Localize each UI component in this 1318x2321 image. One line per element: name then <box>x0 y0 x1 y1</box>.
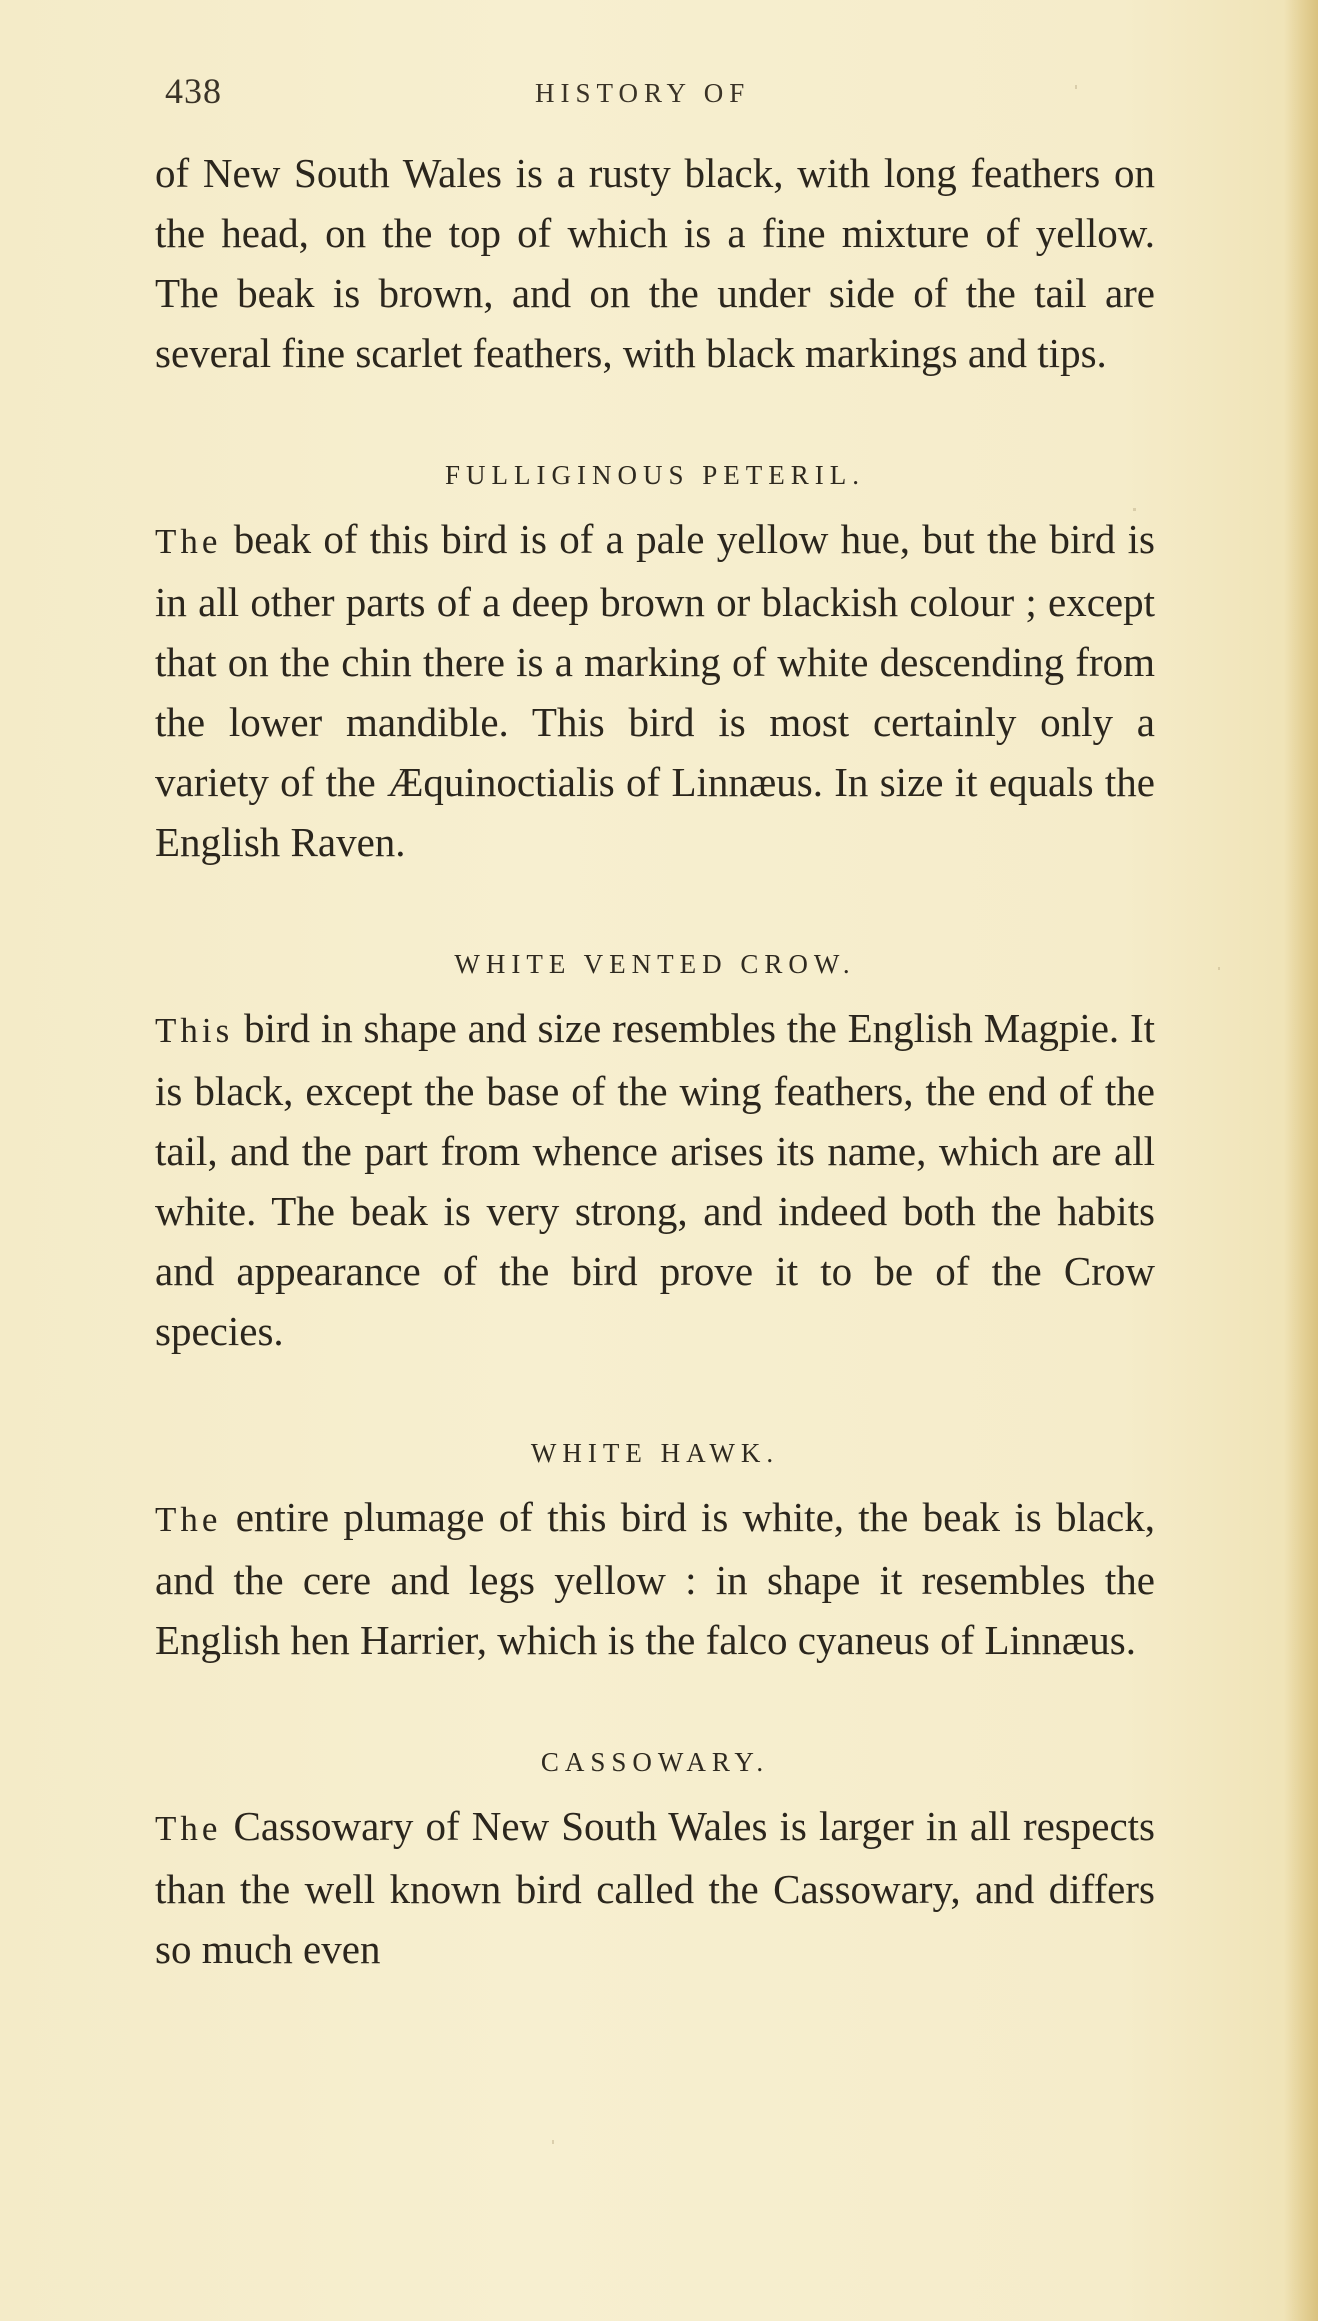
running-head: HISTORY OF <box>535 78 751 108</box>
section-fulliginous-peteril <box>155 455 1155 872</box>
paper-speck <box>552 2140 554 2144</box>
section-heading: FULLIGINOUS PETERIL. <box>445 460 865 490</box>
section-paragraph <box>155 1487 1155 1670</box>
page-header <box>155 70 1155 120</box>
page-body <box>155 143 1155 2051</box>
paragraph-text: bird in shape and size resembles the English Magpie. It is black, except the base of the wing feathers, the end of the tail, and the part from whence arises its name, which are all white. The beak is very strong, and indeed both the habits and appearance of the bird prove it to be of the Crow species. <box>155 1005 1155 1354</box>
paragraph-text: entire plumage of this bird is white, the beak is black, and the cere and legs yellow : in shape it resembles the English hen Harrier, which is the falco cyaneus of Linnæus. <box>155 1494 1155 1663</box>
section-cassowary <box>155 1742 1155 1979</box>
lead-word: The <box>155 1809 222 1848</box>
lead-word: The <box>155 1500 222 1539</box>
lead-word: This <box>155 1011 234 1050</box>
section-heading: WHITE HAWK. <box>530 1438 780 1468</box>
section-paragraph <box>155 1796 1155 1979</box>
paragraph-text: beak of this bird is of a pale yellow hue, but the bird is in all other parts of a deep brown or blackish colour ; except that on the chin there is a marking of white descending from the lower mandible. This bird is most certainly only a variety of the Æquinoctialis of Linnæus. In size it equals the English Raven. <box>155 516 1155 865</box>
lead-word: The <box>155 522 222 561</box>
section-heading: WHITE VENTED CROW. <box>454 949 856 979</box>
paragraph-text: Cassowary of New South Wales is larger in all respects than the well known bird called the Cassowary, and differs so much even <box>155 1803 1155 1972</box>
page-edge-shading <box>1284 0 1318 2321</box>
page-number: 438 <box>165 71 222 111</box>
continuation-paragraph: of New South Wales is a rusty black, with long feathers on the head, on the top of which is a fine mixture of yellow. The beak is brown, and on the under side of the tail are several fine scarlet feathers, with black markings and tips. <box>155 150 1155 376</box>
section-white-hawk <box>155 1433 1155 1670</box>
section-paragraph <box>155 998 1155 1361</box>
section-heading: CASSOWARY. <box>540 1747 770 1777</box>
section-white-vented-crow <box>155 944 1155 1361</box>
paper-speck <box>1218 967 1220 970</box>
section-paragraph <box>155 509 1155 872</box>
